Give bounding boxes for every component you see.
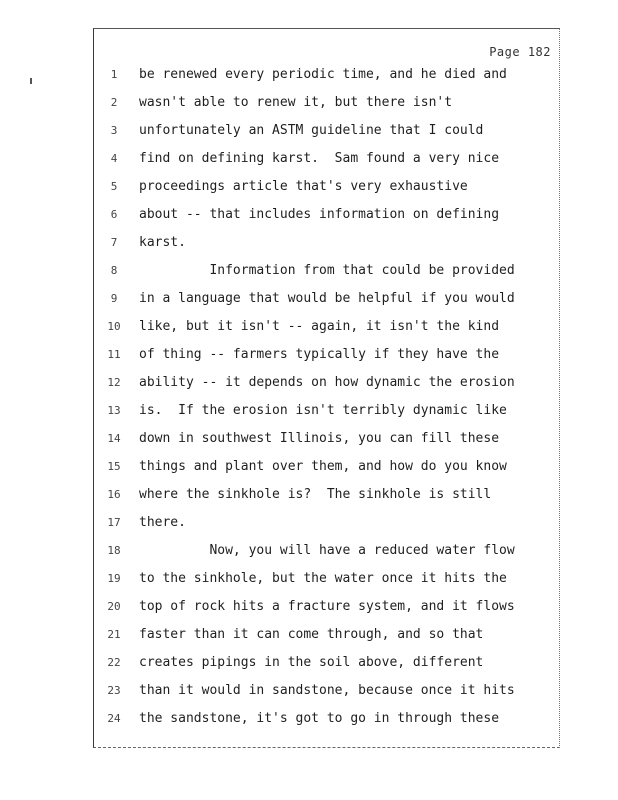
line-number: 19	[107, 572, 121, 585]
line-number: 22	[107, 656, 121, 669]
page-number-label: Page 182	[489, 45, 551, 59]
transcript-line: down in southwest Illinois, you can fill these	[139, 431, 500, 446]
transcript-line: unfortunately an ASTM guideline that I could	[139, 123, 484, 138]
line-number: 24	[107, 712, 121, 725]
transcript-line: to the sinkhole, but the water once it hits the	[139, 571, 507, 586]
line-number: 14	[107, 432, 121, 445]
transcript-line: about -- that includes information on defining	[139, 207, 500, 222]
transcript-line: karst.	[139, 235, 186, 250]
transcript-line: where the sinkhole is? The sinkhole is still	[139, 487, 492, 502]
transcript-line: Information from that could be provided	[139, 263, 515, 278]
line-number: 3	[110, 124, 118, 137]
line-number: 16	[107, 488, 121, 501]
line-number: 4	[110, 152, 118, 165]
line-number: 8	[110, 264, 118, 277]
transcript-line: in a language that would be helpful if you would	[139, 291, 515, 306]
line-number: 11	[107, 348, 121, 361]
stray-scan-mark	[30, 78, 32, 84]
transcript-line: than it would in sandstone, because once it hits	[139, 683, 515, 698]
transcript-line: wasn't able to renew it, but there isn't	[139, 95, 453, 110]
line-number: 6	[110, 208, 118, 221]
line-number: 10	[107, 320, 121, 333]
line-number-column	[94, 67, 134, 739]
line-number: 20	[107, 600, 121, 613]
transcript-line: like, but it isn't -- again, it isn't the kind	[139, 319, 500, 334]
transcript-line: ability -- it depends on how dynamic the erosion	[139, 375, 515, 390]
line-number: 23	[107, 684, 121, 697]
transcript-line: faster than it can come through, and so that	[139, 627, 484, 642]
transcript-line: proceedings article that's very exhaustive	[139, 179, 468, 194]
line-number: 12	[107, 376, 121, 389]
transcript-line: find on defining karst. Sam found a very nice	[139, 151, 500, 166]
line-number: 9	[110, 292, 118, 305]
transcript-line: is. If the erosion isn't terribly dynamic like	[139, 403, 507, 418]
transcript-line: be renewed every periodic time, and he died and	[139, 67, 507, 82]
transcript-line: of thing -- farmers typically if they have the	[139, 347, 500, 362]
line-number: 2	[110, 96, 118, 109]
transcript-line: the sandstone, it's got to go in through these	[139, 711, 500, 726]
line-number: 15	[107, 460, 121, 473]
line-number: 18	[107, 544, 121, 557]
line-number: 21	[107, 628, 121, 641]
transcript-line: things and plant over them, and how do you know	[139, 459, 507, 474]
line-number: 7	[110, 236, 118, 249]
transcript-page	[93, 28, 560, 748]
transcript-line: creates pipings in the soil above, different	[139, 655, 484, 670]
line-number: 1	[110, 68, 118, 81]
transcript-line: top of rock hits a fracture system, and it flows	[139, 599, 515, 614]
transcript-line: Now, you will have a reduced water flow	[139, 543, 515, 558]
line-number: 17	[107, 516, 121, 529]
line-number: 13	[107, 404, 121, 417]
transcript-text	[139, 67, 554, 739]
transcript-line: there.	[139, 515, 186, 530]
line-number: 5	[110, 180, 118, 193]
